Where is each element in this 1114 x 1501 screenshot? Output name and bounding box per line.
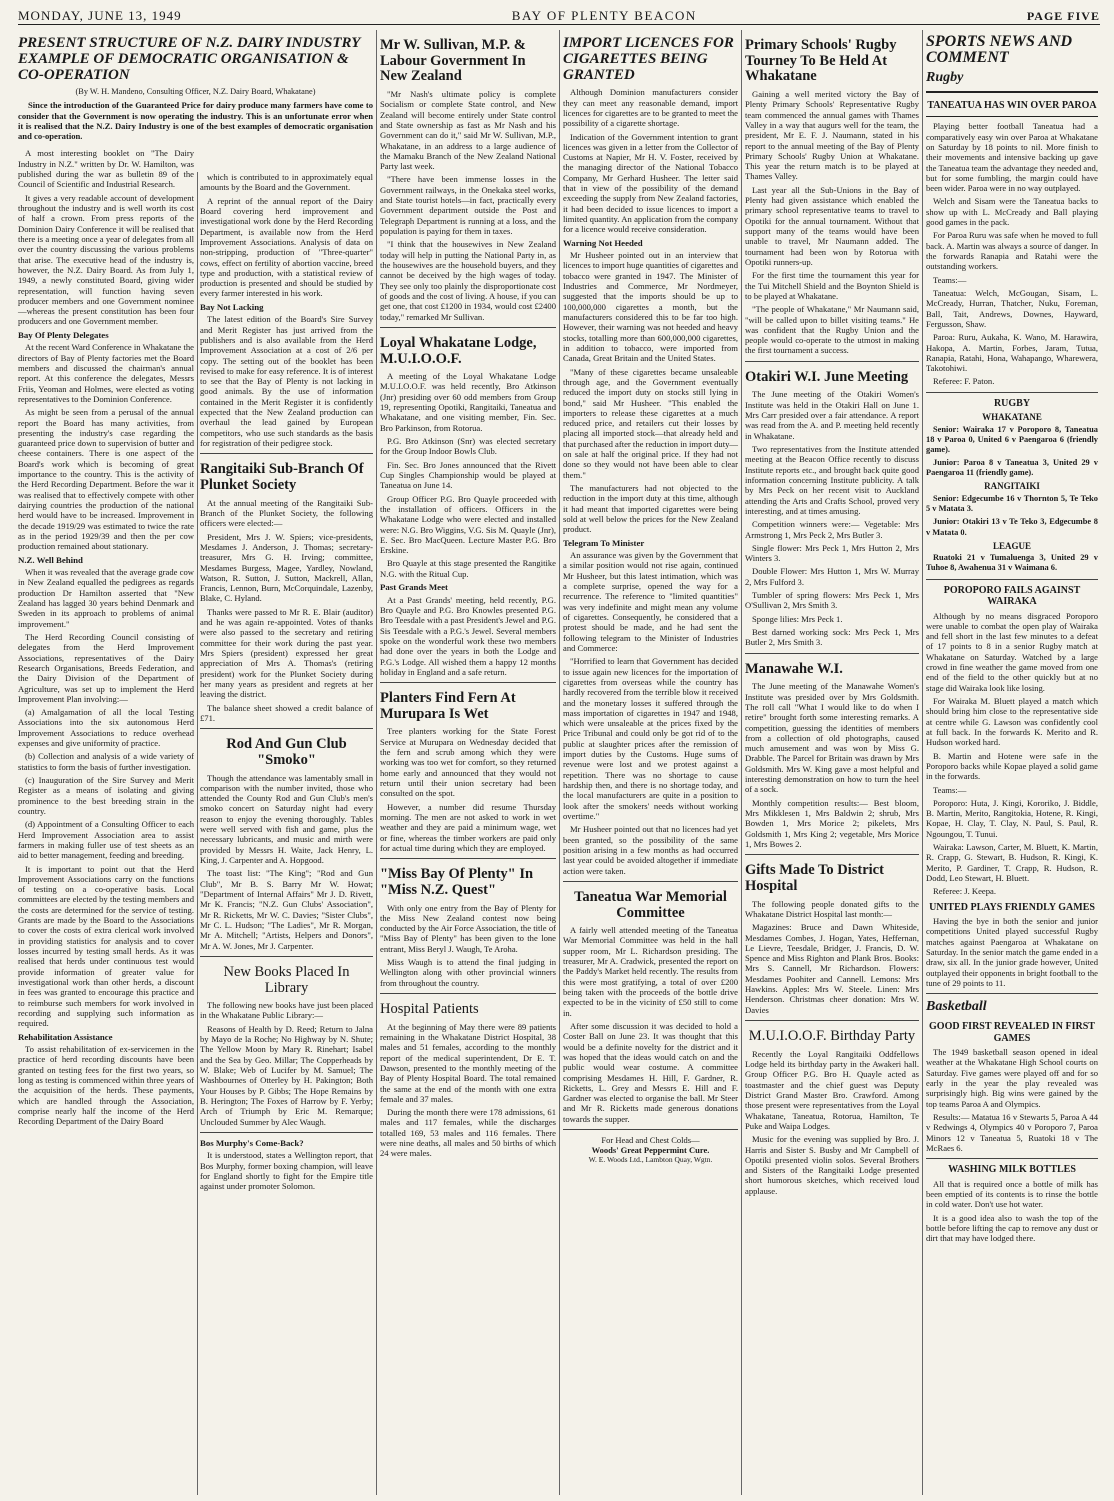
paragraph: The balance sheet showed a credit balance of £71. [200, 702, 373, 723]
results-subhead: LEAGUE [992, 540, 1031, 551]
article-title-planters: Planters Find Fern At Murupara Is Wet [380, 690, 516, 722]
paragraph: Fin. Sec. Bro Jones announced that the Rivett Cup Singles Championship would be played at Taneatua on June 14. [380, 459, 556, 491]
paragraph: "There have been immense losses in the Government railways, in the Onekaka steel works, and State tourist hotels—in fact, practically every Government department outside the Post and Telegraph Department is running at a loss, and the population is paying for them in taxes. [380, 174, 556, 237]
paragraph: During the month there were 178 admissions, 61 males and 117 females, while the discharges totalled 169, 53 males and 116 females. There were nine deaths, all males and 50 births of which 24 were males. [380, 1107, 556, 1159]
subhead: Past Grands Meet [380, 582, 448, 593]
paragraph: Taneatua: Welch, McGougan, Sisam, L. McCready, Hurran, Thatcher, Nuku, Foreman, Ball, Tait, Andrews, Downes, Hayward, Fergusson, Shaw. [926, 287, 1098, 329]
article-title-primary-rugby: Primary Schools' Rugby Tourney To Be Held At Whakatane [745, 37, 897, 85]
paragraph: A fairly well attended meeting of the Taneatua War Memorial Committee was held in the hall supper room, Mr L. Richardson presiding. The treasurer, Mr A. Cradwick, presented the report on the Paddy's Market held recently. The results from this were most gratifying, a total of over £200 being taken with the proceeds of the bottle drive expected to be in the vicinity of £50 still to come in. [563, 925, 738, 1018]
subhead: Bos Murphy's Come-Back? [200, 1137, 304, 1148]
paragraph: Music for the evening was supplied by Bro. J. Harris and Sister S. Busby and Mr Campbell of Opotiki presented violin solos. Several Brothers and Sisters of the Rangitaiki Lodge presented short humorous sketches, which received loud applause. [745, 1134, 919, 1196]
paragraph: Referee: J. Keepa. [933, 886, 996, 897]
paragraph: Recently the Loyal Rangitaiki Oddfellows Lodge held its birthday party in the Awakeri hall. Group Officer P.G. Bro H. Quayle acted as toastmaster and the chief guest was Deputy District Grand Master Bro. Crawford. Among those present were representatives from the Loyal Whakatane, Taneatua, Rotorua, Hamilton, Te Puke and Waipa Lodges. [745, 1048, 919, 1131]
paragraph: which is contributed to in approximately equal amounts by the Board and the Government. [200, 172, 373, 193]
masthead [18, 4, 1100, 25]
subhead: Telegram To Minister [563, 537, 645, 548]
paragraph: For Paroa Ruru was safe when he moved to full back. A. Martin was always a source of danger. In the forwards Ranapia and Ratahi were the outstanding workers. [926, 230, 1098, 272]
article-title-war-memorial: Taneatua War Memorial Committee [574, 888, 727, 921]
paragraph: Two representatives from the Institute attended meeting at the Beacon Office recently to discuss Institute reports etc., and brought back quite good information concerning Institute publicity. A talk by Mrs Peck on her recent visit to Auckland attending the Arts and Crafts School, proved very interesting, and at times amusing. [745, 444, 919, 516]
paragraph: Results:— Matatua 16 v Stewarts 5, Paroa A 44 v Redwings 4, Olympics 40 v Poroporo 7, Paroa Minors 12 v Taneatua 5, Ruatoki 18 v The McRaes 6. [926, 1112, 1098, 1153]
paragraph: "I think that the housewives in New Zealand today will help in putting the National Party in, as the housewives are the household buyers, and they cannot be deceived by the high wages of today. They see only too plainly the disproportionate cost of goods and the cost of living. A house, if you can get one, that cost £1200 in 1934, would cost £2400 today," remarked Mr Sullivan. [380, 239, 556, 322]
paragraph: The toast list: "The King"; "Rod and Gun Club", Mr B. S. Barry Mr W. Howat; "Department of Internal Affairs" Mr J. D. Rivett, Mr K. Francis; "N.Z. Gun Clubs' Association", Mr R. Ricketts, Mr W. C. Davies; "Sister Clubs", Mr C. L. Hudson; "The Ladies", Mr R. Morgan, Mr A. Mitchell; "Artists, Helpers and Donors", Mr A. W. Jones, Mr J. Carpenter. [200, 868, 373, 951]
subhead: Bay Not Lacking [200, 301, 264, 312]
paragraph: For Wairaka M. Bluett played a match which should bring him close to the representative side at centre while G. Lawson was confidently cool at full back. In the forwards K. Merito and R. Hudson worked hard. [926, 696, 1098, 748]
paragraph: Indication of the Government intention to grant licences was given in a letter from the Collector of Customs at Napier, Mr H. V. Foster, received by the managing director of the National Tobacco Company, Mr Gerhard Husheer. The letter said that in view of the possibility of the demand exceeding the supply from New Zealand factories, it had been decided to issue licences to import a limited quantity. An application from the company for a licence would receive consideration. [563, 131, 738, 235]
article-lead: Since the introduction of the Guaranteed Price for dairy produce many farmers have come to consider that the Government is now operating the industry. This is an unfortunate error when it is realised that the N.Z. Dairy Industry is one of the best examples of democratic organisation and co-operation. [18, 100, 373, 142]
paragraph: Double Flower: Mrs Hutton 1, Mrs W. Murray 2, Mrs Fulford 3. [745, 566, 919, 587]
column-3 [380, 30, 556, 1495]
column-2 [200, 172, 373, 1495]
paragraph: (b) Collection and analysis of a wide variety of statistics to form the basis of further investigation. [18, 751, 194, 772]
paragraph: Bro Quayle at this stage presented the Rangitike N.G. with the Ritual Cup. [380, 558, 556, 579]
article-title-hospital: Hospital Patients [380, 1001, 479, 1018]
column-5 [745, 30, 919, 1495]
article-title-sullivan: Mr W. Sullivan, M.P. & Labour Government In New Zealand [380, 37, 526, 85]
article-title-manawahe: Manawahe W.I. [745, 660, 843, 677]
paragraph: Poroporo: Huta, J. Kingi, Kororiko, J. Biddle, B. Martin, Merito, Rangitokia, Hotene, R. Kingi, Kopae, H. Clay, T. Clay, N. Paul, S. Paul, R. Ngoungou, T. Tunui. [926, 797, 1098, 839]
paragraph: The latest edition of the Board's Sire Survey and Merit Register has just arrived from the publishers and is also available from the Herd Improvement Association at a cost of 2/6 per copy. The setting out of the booklet has been revised to make for easy reference. It is of interest to see that the Bay of Plenty is not lacking in good animals. By the use of information contained in the Merit Register it is confidently expected that the New Zealand production can overhaul the lead gained by European competitors, who use such standards as the basis for registration of their pedigree stock. [200, 314, 373, 449]
paragraph: As might be seen from a perusal of the annual report the Board has many activities, from presenting the industry's case regarding the guaranteed price down to supervision of butter and cheese containers. There is one aspect of the Board's work which is becoming of great importance to the country. This is the activity of the Herd Recording Department. Before the war it was realised that to effectively compete with other dairying countries the production of the national herd would have to be increased. Improvement in the decade 1919/29 was estimated to twice the rate as in the period 1929/39 and then the per cow production remained about stationary. [18, 407, 194, 552]
paragraph: It is understood, states a Wellington report, that Bos Murphy, former boxing champion, will leave for England shortly to fight for the Empire title against under promoter Solomon. [200, 1150, 373, 1192]
paragraph: Tree planters working for the State Forest Service at Murupara on Wednesday decided that the fern and scrub among which they were working was too wet for comfort, so they returned home early and announced that they would not return until their union secretary had been consulted on the spot. [380, 726, 556, 799]
page-number: PAGE FIVE [1026, 9, 1100, 23]
paragraph: Single flower: Mrs Peck 1, Mrs Hutton 2, Mrs Winters 3. [745, 542, 919, 564]
result-line: Senior: Edgecumbe 16 v Thornton 5, Te Teko 5 v Matata 3. [926, 494, 1098, 514]
article-title-basketball: GOOD FIRST REVEALED IN FIRST GAMES [929, 1021, 1095, 1044]
paragraph: It is important to point out that the Herd Improvement Associations carry on the functions of testing on a co-operative basis. Local committees are elected by the testing members and the costs are determined for the service of testing. Grants are made by the Board to the Associations to cover the costs of extra clerical work involved in providing statistics for analysis and to cover losses incurred by testing small herds. As it was realised that herds under continuous test would provide information of greater value for investigational work than other herds, a discount in fees was granted to encourage this practice and to reimburse such members for work involved in recording and supplying such information as required. [18, 863, 194, 1029]
advert-product: Woods' Great Peppermint Cure. [591, 1145, 710, 1156]
paragraph: An assurance was given by the Government that a similar position would not rise again, continued Mr Husheer, but this latest intimation, which was a complete surprise, opened the way for a recurrence. The reference to "limited quantities" was very indefinite and might mean any volume of cigarettes. Consequently, he considered that a protest should be made, and he had sent the following telegram to the Minister of Industries and Commerce: [563, 550, 738, 653]
article-title-taneatua: TANEATUA HAS WIN OVER PAROA [927, 99, 1097, 111]
paragraph: Referee: F. Paton. [933, 376, 995, 387]
paragraph: Wairaka: Lawson, Carter, M. Bluett, K. Martin, R. Crapp, G. Stewart, B. Hudson, R. Kingi, K. Merito, P. Gardiner, T. Crapp, R. Hudson, R. Dodd, Leo Stewart, H. Bluett. [926, 842, 1098, 884]
result-line: Junior: Paroa 8 v Taneatua 3, United 29 v Paengaroa 11 (friendly game). [926, 458, 1098, 478]
article-title-poroporo: POROPORO FAILS AGAINST WAIRAKA [943, 584, 1081, 608]
results-subhead: WHAKATANE [982, 412, 1042, 423]
paragraph: At the recent Ward Conference in Whakatane the directors of Bay of Plenty factories met the Board members and discussed the chairman's annual report. At this conference the delegates, Messrs Friis, Yeoman and Holmes, were elected as voting representatives to the Dominion Conference. [18, 342, 194, 404]
paragraph: Although Dominion manufacturers consider they can meet any reasonable demand, import licences for cigarettes are to be granted to meet the possibility of a cigarette shortage. [563, 87, 738, 129]
advert-maker: W. E. Woods Ltd., Lambton Quay, Wgtn. [588, 1155, 713, 1165]
paragraph: For the first time the tournament this year for the Tui Mitchell Shield and the Boynton Shield is to be played at Whakatane. [745, 270, 919, 301]
byline: (By W. H. Mandeno, Consulting Officer, N.Z. Dairy Board, Whakatane) [75, 87, 316, 97]
paragraph: Mr Husheer pointed out that no licences had yet been granted, so the possibility of the same position arising in a few months as had occurred last year could be avoided altogether if immediate action were taken. [563, 824, 738, 876]
paragraph: Tumbler of spring flowers: Mrs Peck 1, Mrs O'Sullivan 2, Mrs Smith 3. [745, 590, 919, 611]
paragraph: President, Mrs J. W. Spiers; vice-presidents, Mesdames J. Anderson, J. Thomas; secretary-treasurer, Mrs G. H. Irving; committee, Mesdames Burgess, Magee, Yardley, Nowland, Watson, R. Sutton, J. Sutton, Mackrell, Allan, Francis, Lennon, Burn, McCorquindale, Lazenby, Blake, C. Hyland. [200, 531, 373, 604]
paragraph: The following new books have just been placed in the Whakatane Public Library:— [200, 1000, 373, 1021]
paragraph: The Herd Recording Council consisting of delegates from the Herd Improvement Associations, representatives of the Dairy Research Organisations, Breeds Federation, and the Dairy Division of the Department of Agriculture, was set up to implement the Herd Improvement Plan involving:— [18, 631, 194, 704]
column-rule [922, 30, 923, 1495]
article-title-birthday: M.U.I.O.O.F. Birthday Party [748, 1028, 916, 1045]
paragraph: At the annual meeting of the Rangitaiki Sub-Branch of the Plunket Society, the following officers were elected:— [200, 497, 373, 529]
paragraph: Last year all the Sub-Unions in the Bay of Plenty had given assistance which enabled the primary school representative teams to travel to Opotiki for the annual tournament. Without that support many of the teams would have been unable to travel, Mr Naumann added. The tournament had been won by Rotorua with Opotiki runners-up. [745, 184, 919, 267]
paragraph: When it was revealed that the average grade cow in New Zealand equalled the pedigrees as regards production Dr Hamilton asserted that "New Zealand has lagged 30 years behind Denmark and Sweden in its approach to problems of animal improvement." [18, 567, 194, 629]
paragraph: Monthly competition results:— Best bloom, Mrs Mikklesen 1, Mrs Baldwin 2; shrub, Mrs Bowden 1, Mrs Morice 2; pikelets, Mrs Goldsmith 1, Mrs King 2; vegetable, Mrs Morice 1, Mrs Bowes 2. [745, 797, 919, 849]
column-4 [563, 30, 738, 1495]
paragraph: Though the attendance was lamentably small in comparison with the number invited, those who attended the County Rod and Gun Club's men's smoko concert on Saturday night had every reason to enjoy the evening thoroughly. Tables were well served with fish and game, plus the necessary lubricants, and music and mirth were provided by Messrs H. Waite, Jack Henry, L. King, J. Carpenter and A. Hopgood. [200, 772, 373, 866]
paragraph: The June meeting of the Manawahe Women's Institute was presided over by Mrs Goldsmith. The roll call "What I would like to do when I retire" brought forth some interesting remarks. A competition, guessing the identities of members from a collection of old photographs, caused much amusement and was won by Miss G. Drabble. The Parcel for Britain was drawn by Mrs Goldsmith. Mrs W. King gave a most helpful and interesting demonstration on how to turn the heel of a sock. [745, 681, 919, 795]
paragraph: "Many of these cigarettes became unsaleable through age, and the Government eventually reduced the import duty on stocks still lying in bond," said Mr Husheer. "This enabled the importers to release these cigarettes at a much reduced price, and retailers cut their losses by placing all imported stock—that already held and that purchased after the reduction in import duty—on sale at half the original price. If they had not done so they would not have been able to clear them." [563, 366, 738, 480]
paragraph: Thanks were passed to Mr R. E. Blair (auditor) and he was again re-appointed. Votes of thanks were also passed to the secretary and retiring committee for their work during the past year. Mrs Spiers (president) expressed her great appreciation of Mrs A. Thomas's (retiring president) work for the Plunket Society during her many years as president and regrets at her leaving the district. [200, 606, 373, 700]
paper-name: BAY OF PLENTY BEACON [511, 8, 697, 23]
subhead: N.Z. Well Behind [18, 554, 83, 565]
paragraph: A reprint of the annual report of the Dairy Board covering herd improvement and investigational work done by the Herd Recording Department, is available now from the Herd Improvement Associations. Analysis of data on non-stripping, production of "Three-quarter" cows, effect on fertility of abortion vaccine, breed type and production, with a statistical review of production is presented and should be studied by every farmer interested in his work. [200, 195, 373, 299]
article-title-dairy: PRESENT STRUCTURE OF N.Z. DAIRY INDUSTRY EXAMPLE OF DEMOCRATIC ORGANISATION & CO-OPERATION [18, 35, 360, 83]
results-subhead: RANGITAIKI [984, 481, 1040, 492]
paragraph: It is a good idea also to wash the top of the bottle before lifting the cap to remove any dust or dirt that may have lodged there. [926, 1212, 1098, 1244]
paragraph: Although by no means disgraced Poroporo were unable to combat the open play of Wairaka and fell short in the last few minutes to a defeat of 17 points to 8 in a senior Rugby match at Whakatane on Saturday. Watched by a large crowd in fine weather the game moved from one end of the field to the other quickly but at no stage did Wairaka look like losing. [926, 610, 1098, 693]
article-title-gifts: Gifts Made To District Hospital [745, 862, 884, 894]
article-title-united: UNITED PLAYS FRIENDLY GAMES [929, 901, 1095, 913]
article-title-milk: WASHING MILK BOTTLES [948, 1164, 1076, 1176]
result-line: Senior: Wairaka 17 v Poroporo 8, Taneatua 18 v Paroa 0, United 6 v Paengaroa 6 (friendly game). [926, 425, 1098, 455]
paragraph: Welch and Sisam were the Taneatua backs to show up with L. McCready and Ball playing good games in the pack. [926, 196, 1098, 228]
result-line: Ruatoki 21 v Tumaluenga 3, United 29 v Tuhoe 8, Awahenua 31 v Waimana 6. [926, 553, 1098, 573]
column-rule [559, 30, 560, 1495]
advert-line: For Head and Chest Colds— [601, 1135, 700, 1146]
column-rule [197, 172, 198, 1495]
article-title-otakiri: Otakiri W.I. June Meeting [745, 368, 909, 385]
paragraph: Mr Husheer pointed out in an interview that licences to import huge quantities of cigarettes and tobacco were granted in 1947. The Minister of Industries and Commerce, Mr Nordmeyer, suggested that the imports should be up to 100,000,000 cigarettes a month, but the manufacturers considered this to be far too high. However, their warning was not heeded and heavy stocks, totalling more than 600,000,000 cigarettes, in addition to tobacco, were imported from Canada, Great Britain and the United States. [563, 250, 738, 364]
subhead: Rehabilitation Assistance [18, 1031, 113, 1042]
article-title-miss-bop: "Miss Bay Of Plenty" In "Miss N.Z. Quest" [380, 866, 534, 898]
paragraph: With only one entry from the Bay of Plenty for the Miss New Zealand contest now being conducted by the Air Force Association, the title of "Miss Bay of Plenty" has been given to the lone entrant, Miss Beryl J. Waugh, Te Aroha. [380, 902, 556, 954]
paragraph: Playing better football Taneatua had a comparatively easy win over Paroa at Whakatane on Saturday by 18 points to nil. More finish to their movements and intensive backing up gave the Taneatua team the advantage they needed and, but for some fumbling, the margin could have been wider. Paroa were in no way outplayed. [926, 121, 1098, 194]
results-head-rugby: RUGBY [993, 397, 1031, 409]
paragraph: "Horrified to learn that Government has decided to issue again new licences for the importation of cigarettes from overseas while the country has hardly recovered from the terrible blow it received and the monetary losses it suffered through the mass importation of cigarettes in 1947 and 1948, which were unsaleable at the prices fixed by the Price Tribunal and could only be got rid of to the public at slaughter prices after the remission of import duties by the Customs. Huge sums of revenue were lost and we protest against a repetition. There was no shortage to cause hardship then, and there is no shortage today, and the local manufacturers are quite in a position to look after the smokers' needs without working overtime." [563, 656, 738, 821]
paragraph: (c) Inauguration of the Sire Survey and Merit Register as a means of isolating and giving prominence to the best breeding strain in the country. [18, 775, 194, 816]
paragraph: B. Martin and Hotene were safe in the Poroporo backs while Kopae played a solid game in the forwards. [926, 750, 1098, 782]
article-title-library: New Books Placed In Library [223, 963, 350, 996]
column-6 [926, 30, 1098, 1495]
paragraph: (a) Amalgamation of all the local Testing Associations into the six autonomous Herd Improvement Associations to reduce overhead expenses and give uniformity of practice. [18, 707, 194, 749]
section-head-sports: SPORTS NEWS AND COMMENT [926, 33, 1073, 66]
paragraph: Group Officer P.G. Bro Quayle proceeded with the installation of officers. Officers in the Whakatane Lodge who were elected and installed were: N.G. Bro Wiggins, V.G. Sis M. Quayle (Jnr), E. Sec. Bro MacQueen. Lecture Master P.G. Bro Erskine. [380, 493, 556, 556]
article-title-plunket: Rangitaiki Sub-Branch Of Plunket Society [200, 461, 364, 494]
paragraph: A meeting of the Loyal Whakatane Lodge M.U.I.O.O.F. was held recently, Bro Atkinson (Jnr) presiding over 60 odd members from Group 19, representing Opotiki, Rangitaiki, Taneatua and Whakatane, and one visiting member, Fin. Sec. Bro Parkinson, from Rotorua. [380, 371, 556, 433]
section-head-rugby: Rugby [926, 70, 964, 85]
result-line: Junior: Otakiri 13 v Te Teko 3, Edgecumbe 8 v Matata 0. [926, 517, 1098, 537]
paragraph: Reasons of Health by D. Reed; Return to Jalna by Mayo de la Roche; No Highway by N. Shute; The Yellow Moon by Mary R. Rinehart; Isabel and the Sea by Geo. Millar; The Copperheads by W. Blake; Web of Lucifer by M. Samuel; The Washbournes of Otterley by H. Pakington; Both Your Houses by P. Gibbs; The Hope Remains by B. Herington; The Foxes of Harrow by F. Yerby; Arch of Triumph by Eric M. Remarque; Unclouded Summer by Alec Waugh. [200, 1023, 373, 1127]
paragraph: Sponge lilies: Mrs Peck 1. [752, 613, 843, 624]
paragraph: P.G. Bro Atkinson (Snr) was elected secretary for the Group Indoor Bowls Club. [380, 436, 556, 457]
paragraph: Teams:— [933, 274, 967, 285]
paragraph: The following people donated gifts to the Whakatane District Hospital last month:— [745, 898, 919, 919]
subhead: Warning Not Heeded [563, 237, 643, 248]
paragraph: Having the bye in both the senior and junior competitions United played successful Rugby matches against Paengaroa at Whakatane on Saturday. In the senior match the game ended in a draw, six all. In the junior grade however, United outplayed their opponents in bright football to the tune of 29 points to 11. [926, 916, 1098, 989]
paragraph: Magazines: Bruce and Dawn Whiteside, Mesdames Combes, J. Hogan, Yates, Heffernan, Le Lievre, Teesdale, Bridger, J. Francis, D. W. Spence and Miss Righton and Plank Bros. Books: Mrs S. Cannell, Mr Richardson. Flowers: Mesdames Poohiter and Cannell. Lemons: Mrs Hawkins. Apples: Mrs W. Steele. Linen: Mrs Henderson. Christmas cheer donation: Mrs W. Davies [745, 922, 919, 1015]
paragraph: The June meeting of the Otakiri Women's Institute was held in the Otakiri Hall on June 1. Mrs Carr presided over a fair attendance. A report was read from the A. and P. meeting held recently in Whakatane. [745, 389, 919, 441]
paragraph: "The people of Whakatane," Mr Naumann said, "will be called upon to billet visiting teams." He was confident that the Rugby Union and the people would co-operate to the utmost in making the first tournament a success. [745, 304, 919, 356]
article-title-cigarettes: IMPORT LICENCES FOR CIGARETTES BEING GRANTED [563, 35, 734, 83]
paragraph: To assist rehabilitation of ex-servicemen in the practice of herd recording discounts have been granted on testing fees for the first two years, so long as testing is commenced within three years of the acquisition of the herds. These payments, which are handled through the Association, comprise nearly half the income of the Herd Recording Department of the Dairy Board [18, 1044, 194, 1127]
subhead: Bay Of Plenty Delegates [18, 329, 109, 340]
paragraph: All that is required once a bottle of milk has been emptied of its contents is to rinse the bottle in cold water. Don't use hot water. [926, 1178, 1098, 1210]
paragraph: However, a number did resume Thursday morning. The men are not asked to work in wet weather and they are paid a minimum wage, wet or fine, whereas the timber workers are paid only for actual time during which they are employed. [380, 801, 556, 853]
article-title-rod-gun: Rod And Gun Club "Smoko" [226, 736, 347, 768]
paragraph: A most interesting booklet on "The Dairy Industry in N.Z." written by Dr. W. Hamilton, was published during the war as bulletin 89 of the Council of Scientific and Industrial Research. [18, 148, 194, 190]
paragraph: (d) Appointment of a Consulting Officer to each Herd Improvement Association area to assist farmers in making fuller use of test sheets as an aid to better management, feeding and breeding. [18, 819, 194, 861]
section-head-basketball: Basketball [926, 999, 987, 1015]
paragraph: At a Past Grands' meeting, held recently, P.G. Bro Quayle and P.G. Bro Knowles presented P.G. Bro Teesdale with a past President's Jewel and P.G. Sis Teesdale with a P.G.'s Jewel. Several members spoke on the wonderful work these two members had done over the years in both the Lodge and P.G.'s Lodge. All wished them a happy 12 months holiday in England and a safe return. [380, 594, 556, 677]
paragraph: Gaining a well merited victory the Bay of Plenty Primary Schools' Representative Rugby team commenced the annual games with Thames Valley in a way that augurs well for the team, the president, Mr E. F. J. Naumann, stated in his report to the annual meeting of the Bay of Plenty Primary Schools' Rugby Union at Whakatane. This year the return match is to be played at Thames Valley. [745, 88, 919, 182]
paragraph: Miss Waugh is to attend the final judging in Wellington along with other provincial winners from throughout the country. [380, 957, 556, 988]
paragraph: The manufacturers had not objected to the reduction in the import duty at this time, although it had meant that imported cigarettes were being sold at well below the prices for the New Zealand product. [563, 483, 738, 535]
paragraph: Teams:— [933, 784, 967, 795]
column-rule [741, 30, 742, 1495]
paragraph: Competition winners were:— Vegetable: Mrs Armstrong 1, Mrs Peck 2, Mrs Butler 3. [745, 519, 919, 540]
paragraph: The 1949 basketball season opened in ideal weather at the Whakatane High School courts on Saturday. Five games were played off and for so early in the year the play revealed was surprisingly high. Big wins were gained by the top teams Paroa A and Olympics. [926, 1047, 1098, 1109]
paragraph: Paroa: Ruru, Aukaha, K. Wano, M. Harawira, Hakopa, A. Martin, Forbes, Jaram, Tutua, Ranapia, Ratahi, Hona, Wahapango, Wharewera, Takotohiwi. [926, 332, 1098, 374]
issue-date: MONDAY, JUNE 13, 1949 [18, 8, 182, 23]
paragraph: "Mr Nash's ultimate policy is complete Socialism or complete State control, and New Zealand will become entirely under State control and State ownership as fast as Mr Nash and his Government can do it," said Mr W. Sullivan, M.P., Whakatane, in an address to a large audience of the Mamaku Branch of the New Zealand National Party last week. [380, 88, 556, 172]
paragraph: At the beginning of May there were 89 patients remaining in the Whakatane District Hospital, 38 males and 51 females, according to the monthly report of the medical superintendent, Dr E. T. Dawson, presented to the monthly meeting of the Bay of Plenty Hospital Board. The total remained the same at the end of the month with one extra female and 37 males. [380, 1021, 556, 1104]
paragraph: Best darned working sock: Mrs Peck 1, Mrs Butler 2, Mrs Smith 3. [745, 627, 919, 648]
article-title-lodge: Loyal Whakatane Lodge, M.U.I.O.O.F. [380, 334, 537, 367]
paragraph: After some discussion it was decided to hold a Coster Ball on June 23. It was thought that this would be a definite novelty for the district and it was hoped that the ideas would catch on and the public would wear costume. A committee comprising Mesdames H. Hill, F. Gardner, R. Ricketts, L. Grey and Messrs E. Hill and F. Gardner was elected to organise the ball. Mr Steer and Mr R. Ricketts made generous donations towards the supper. [563, 1020, 738, 1124]
column-rule [376, 30, 377, 1495]
paragraph: It gives a very readable account of development throughout the industry and is well worth its cost of half a crown. From press reports of the Dominion Dairy Conference it will be realised that there is a meeting once a year of delegates from all over the country discussing the various problems that arise. The executive head of the industry is, however, the N.Z. Dairy Board. As from July 1, 1949, a newly constituted Board, giving wider representation, will function having seven producer members and one Government nominee—whereas the present constitution has been four producers and one Government member. [18, 192, 194, 327]
